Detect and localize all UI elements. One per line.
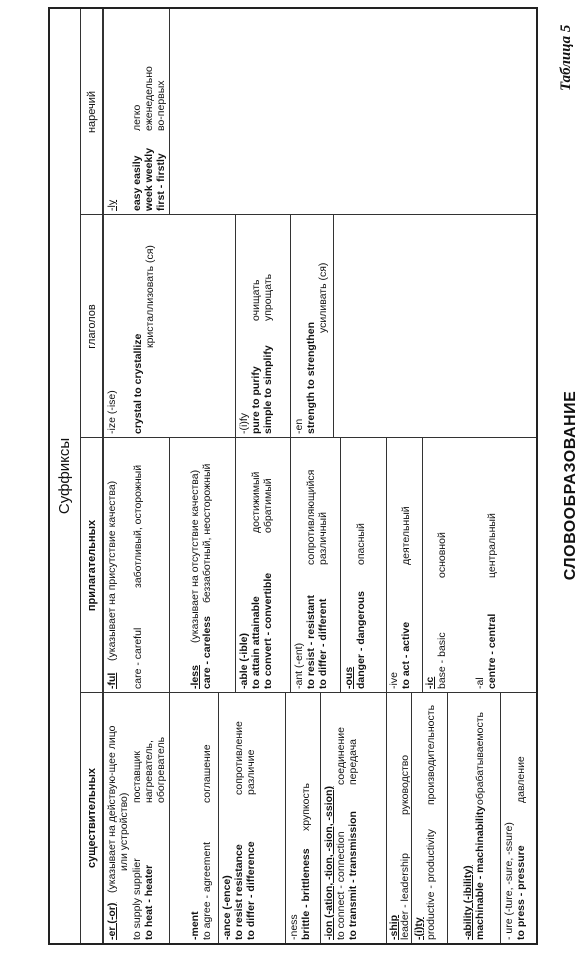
translation: заботливый, осторожный (132, 464, 144, 588)
suffix-ability: -ability (-ibility) (462, 865, 474, 940)
suffix-ance: -ance (-ence) (221, 875, 233, 940)
header-main: Суффиксы (56, 437, 73, 515)
translation: соединение (335, 727, 347, 785)
translation: центральный (486, 513, 498, 578)
example: to resist resistance (233, 844, 245, 940)
translation: передача (347, 738, 359, 785)
note-ful: (указывает на присутствие качества) (106, 480, 118, 661)
adj-row-line (340, 438, 341, 693)
translation: руководство (399, 754, 411, 815)
suffix-ize: -ize (-ise) (106, 390, 118, 434)
example: to heat - heater (143, 864, 155, 940)
translation: различный (317, 512, 329, 565)
translation: во-первых (155, 80, 167, 131)
noun-row-line (320, 693, 321, 943)
suffix-ant: -ant (-ent) (293, 642, 305, 689)
noun-row-line (169, 693, 170, 943)
translation: кристаллизовать (ся) (144, 245, 156, 348)
header-verbs: глаголов (86, 304, 98, 349)
translation: достижимый (250, 471, 262, 533)
example: base - basic (436, 632, 448, 689)
noun-row-line (500, 693, 501, 943)
example: to differ - different (317, 598, 329, 689)
translation: деятельный (400, 506, 412, 565)
example: to connect - connection (335, 831, 347, 940)
col-line-2 (80, 437, 536, 438)
example: simple to simplify (262, 345, 274, 434)
verb-row-line (235, 215, 236, 438)
example: crystal to crystallize (132, 333, 144, 434)
example: to differ - difference (245, 841, 257, 940)
example: to resist - resistant (305, 595, 317, 689)
header-divider (80, 9, 81, 943)
header-adjectives: прилагательных (86, 519, 98, 612)
example: care - careful (132, 627, 144, 689)
example: first - firstly (155, 153, 167, 211)
verb-row-line (290, 215, 291, 438)
suffix-ity: -(i)ty (413, 917, 425, 940)
translation: давление (515, 756, 527, 803)
example: productive - productivity (425, 829, 437, 940)
table-number: Таблица 5 (558, 24, 574, 91)
translation: обратимый (262, 478, 274, 533)
note-er-2: или устройство) (118, 792, 130, 871)
example: to supply supplier (131, 858, 143, 940)
example: leader - leadership (399, 853, 411, 940)
noun-row-line (386, 693, 387, 943)
example: to agree - agreement (201, 841, 213, 940)
example: strength to strengthen (305, 322, 317, 434)
col-line-3 (80, 214, 536, 215)
suffix-ive: -ive (388, 672, 400, 689)
noun-row-line (285, 693, 286, 943)
suffix-ify: -(i)fy (238, 413, 250, 434)
noun-row-line (411, 693, 412, 943)
noun-row-line (447, 693, 448, 943)
example: pure to purify (250, 366, 262, 434)
suffix-ous: -ous (343, 666, 355, 689)
note-less: (указывает на отсутствие качества) (189, 469, 201, 643)
suffix-ship: -ship (388, 914, 400, 940)
suffix-less: -less (189, 665, 201, 689)
example: brittle - brittleness (300, 848, 312, 940)
translation: обрабатываемость (474, 712, 486, 805)
suffix-en: -en (293, 418, 305, 434)
suffix-ure: - ure (-ture, -sure, -ssure) (503, 822, 515, 940)
translation: опасный (355, 523, 367, 565)
translation: еженедельно (143, 66, 155, 131)
noun-row-line (218, 693, 219, 943)
example: machinable - machinability (474, 805, 486, 940)
example: week weekly (143, 147, 155, 211)
verb-row-line (333, 215, 334, 438)
suffix-ly: -ly (106, 199, 118, 211)
example: to convert - convertible (262, 572, 274, 689)
adj-row-line (386, 438, 387, 693)
example: centre - central (486, 613, 498, 689)
suffix-ic: -ic (424, 676, 436, 689)
translation: беззаботный, неосторожный (201, 463, 213, 603)
example: danger - dangerous (355, 590, 367, 689)
translation: поставщик (131, 751, 143, 803)
suffix-ful: -ful (106, 672, 118, 689)
suffix-al: -al (474, 677, 486, 689)
col-line-1 (80, 692, 536, 693)
adverb-row-line (169, 9, 170, 215)
example: to transmit - transmission (347, 811, 359, 940)
translation: упрощать (262, 273, 274, 321)
suffix-able: -able (-ible) (238, 632, 250, 689)
translation: основной (436, 532, 448, 578)
translation: сопротивляющийся (305, 469, 317, 565)
adj-row-line (169, 438, 170, 693)
adj-row-line (290, 438, 291, 693)
suffix-er: -er (-or) (106, 902, 118, 940)
example: easy easily (131, 155, 143, 211)
suffix-ment: -ment (189, 911, 201, 940)
translation: легко (131, 104, 143, 131)
example: care - careless (201, 616, 213, 689)
translation: хрупкость (300, 783, 312, 831)
example: to press - pressure (515, 845, 527, 940)
suffix-ness: -ness (288, 914, 300, 940)
translation: нагреватель, (143, 740, 155, 803)
suffix-table (48, 7, 538, 945)
translation: очищать (250, 279, 262, 321)
suffix-ion: -ion (-ation, -tion, -sion, -ssion) (323, 786, 335, 940)
adj-row-line (235, 438, 236, 693)
translation: обогреватель (155, 736, 167, 803)
adj-row-line (422, 438, 423, 693)
translation: сопротивление (233, 721, 245, 795)
translation: различие (245, 749, 257, 795)
translation: соглашение (201, 744, 213, 803)
translation: производительность (425, 704, 437, 805)
header-nouns: существительных (86, 768, 98, 868)
page-title: СЛОВООБРАЗОВАНИЕ (562, 390, 579, 581)
header-bottom-line (102, 9, 104, 943)
header-adverbs: наречий (86, 90, 98, 134)
translation: усиливать (ся) (317, 262, 329, 333)
example: to attain attainable (250, 596, 262, 689)
note-er: (указывает на действую-щее лицо (106, 725, 118, 893)
example: to act - active (400, 621, 412, 689)
